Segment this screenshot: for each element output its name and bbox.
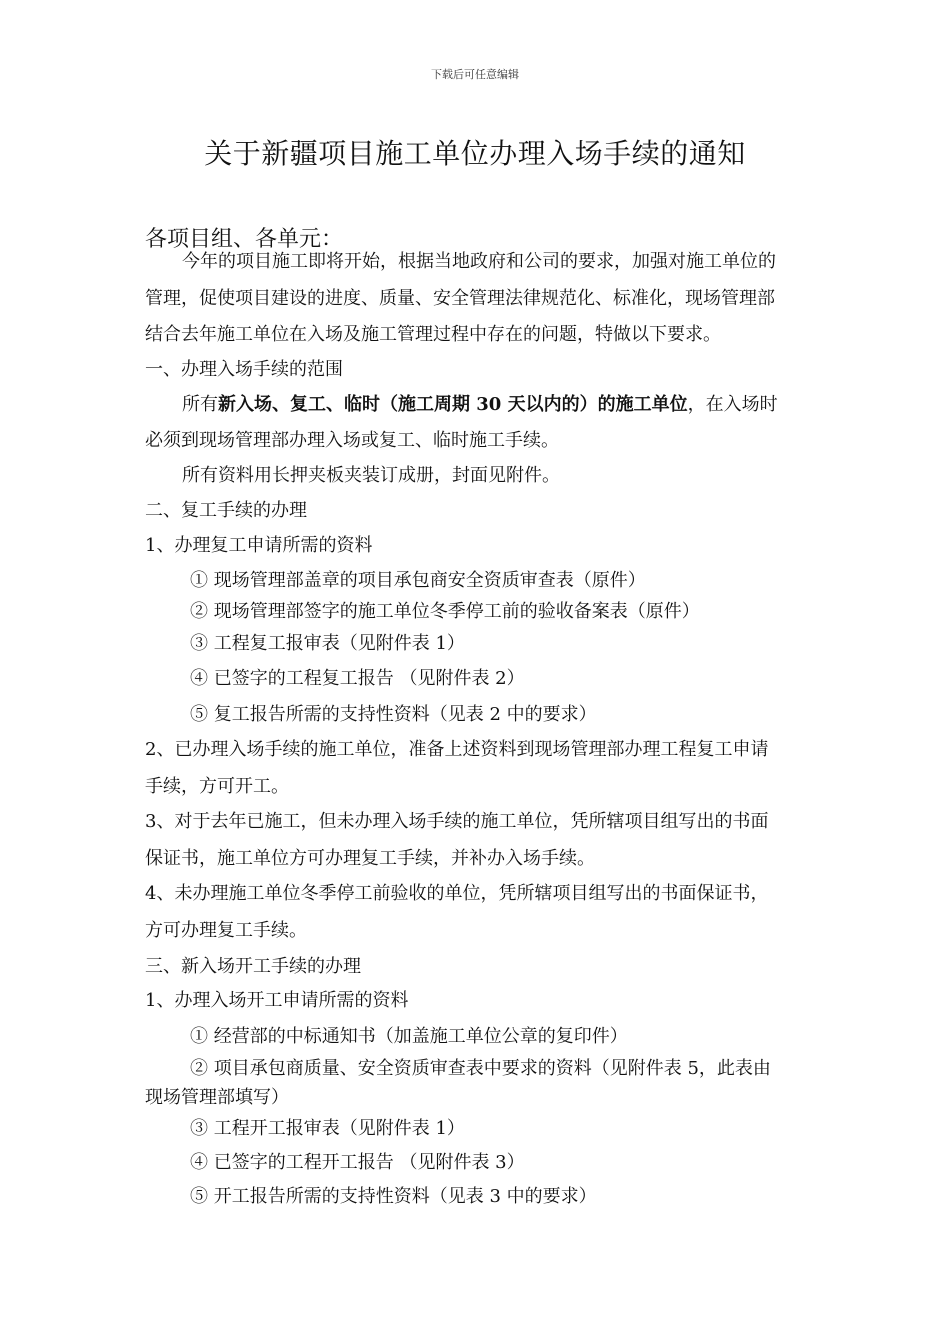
document-title: 关于新疆项目施工单位办理入场手续的通知 — [204, 137, 746, 170]
section2-sub1: 1、办理复工申请所需的资料 — [145, 535, 373, 556]
section1-paragraph-1-line-2: 必须到现场管理部办理入场或复工、临时施工手续。 — [145, 430, 559, 451]
intro-line-2: 管理，促使项目建设的进度、质量、安全管理法律规范化、标准化，现场管理部 — [145, 288, 775, 309]
section1-paragraph-1 — [182, 393, 778, 417]
salutation: 各项目组、各单元： — [145, 227, 344, 252]
section2-p3-line-2: 保证书，施工单位方可办理复工手续，并补办入场手续。 — [145, 848, 595, 869]
section2-heading: 二、复工手续的办理 — [145, 500, 307, 521]
section3-item-2-line-1: ② 项目承包商质量、安全资质审查表中要求的资料（见附件表 5，此表由 — [190, 1058, 771, 1079]
section2-p2-line-1: 2、已办理入场手续的施工单位，准备上述资料到现场管理部办理工程复工申请 — [145, 739, 769, 760]
section2-item-3: ③ 工程复工报审表（见附件表 1） — [190, 633, 465, 654]
section3-heading: 三、新入场开工手续的办理 — [145, 956, 361, 977]
section1-p1-bold: 新入场、复工、临时（施工周期 30 天以内的）的施工单位 — [218, 394, 688, 415]
header-note: 下载后可任意编辑 — [431, 68, 519, 81]
section1-p1-prefix: 所有 — [182, 394, 218, 415]
section2-p3-line-1: 3、对于去年已施工，但未办理入场手续的施工单位，凭所辖项目组写出的书面 — [145, 811, 769, 832]
section3-item-4: ④ 已签字的工程开工报告 （见附件表 3） — [190, 1152, 525, 1173]
section1-p1-suffix: ，在入场时 — [687, 394, 778, 415]
section3-item-1: ① 经营部的中标通知书（加盖施工单位公章的复印件） — [190, 1026, 628, 1047]
section3-item-5: ⑤ 开工报告所需的支持性资料（见表 3 中的要求） — [190, 1186, 597, 1207]
section3-item-3: ③ 工程开工报审表（见附件表 1） — [190, 1118, 465, 1139]
section1-paragraph-2: 所有资料用长押夹板夹装订成册，封面见附件。 — [182, 465, 560, 486]
intro-line-3: 结合去年施工单位在入场及施工管理过程中存在的问题，特做以下要求。 — [145, 324, 721, 345]
section2-p4-line-1: 4、未办理施工单位冬季停工前验收的单位，凭所辖项目组写出的书面保证书， — [145, 883, 769, 904]
section3-item-2-line-2: 现场管理部填写） — [145, 1087, 289, 1108]
section2-item-4: ④ 已签字的工程复工报告 （见附件表 2） — [190, 668, 525, 689]
section2-p4-line-2: 方可办理复工手续。 — [145, 920, 307, 941]
section2-item-2: ② 现场管理部签字的施工单位冬季停工前的验收备案表（原件） — [190, 601, 700, 622]
section3-sub1: 1、办理入场开工申请所需的资料 — [145, 990, 409, 1011]
section2-p2-line-2: 手续，方可开工。 — [145, 776, 289, 797]
intro-line-1: 今年的项目施工即将开始，根据当地政府和公司的要求，加强对施工单位的 — [182, 251, 776, 272]
section2-item-1: ① 现场管理部盖章的项目承包商安全资质审查表（原件） — [190, 570, 646, 591]
section2-item-5: ⑤ 复工报告所需的支持性资料（见表 2 中的要求） — [190, 704, 597, 725]
section1-heading: 一、办理入场手续的范围 — [145, 359, 343, 380]
